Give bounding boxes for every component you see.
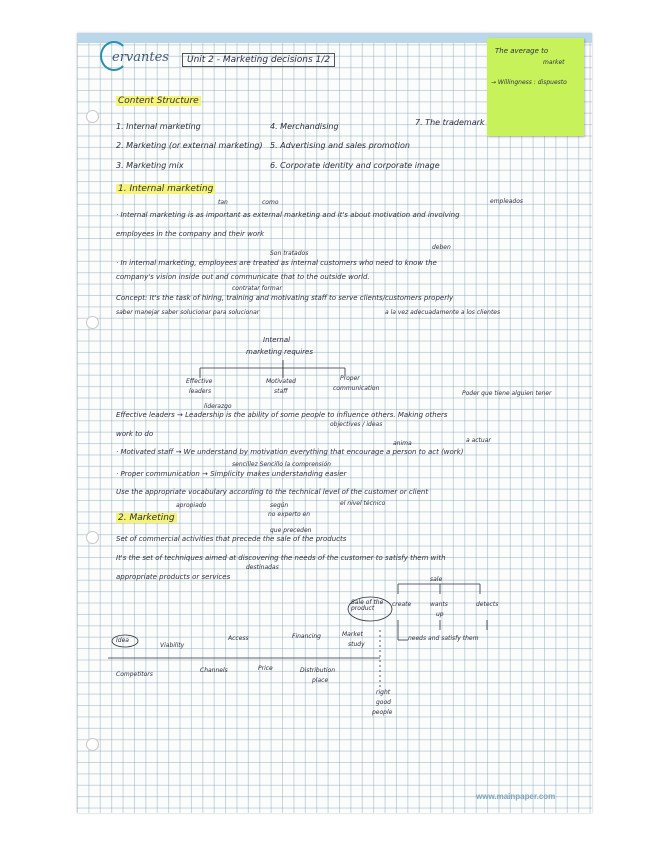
structure-item-3: 3. Marketing mix (116, 161, 184, 170)
effective-leaders-line2: work to do (116, 430, 154, 438)
diagram-sale: sale (430, 576, 443, 583)
annotation-sencillez: sencillez Sencillo la comprensión (232, 461, 331, 468)
diagram-detects: detects (476, 601, 499, 608)
annotation-tan: tan (218, 199, 228, 206)
motivated-staff-line: · Motivated staff → We understand by motivation everything that encourage a person to act (work) (116, 448, 464, 456)
diagram-right: right (376, 689, 391, 696)
structure-item-4: 4. Merchandising (270, 122, 339, 131)
diagram-price: Price (258, 665, 273, 672)
effective-leaders-line1: Effective leaders → Leadership is the ability of some people to influence others. Making others (116, 411, 448, 419)
diagram-child1-line2: leaders (189, 388, 212, 395)
diagram-root-line2: marketing requires (246, 348, 313, 356)
sticky-line-1b: market (543, 59, 565, 66)
annotation-que-preceden: que preceden (270, 527, 312, 534)
annotation-segun: según (270, 502, 289, 509)
diagram-root-line1: Internal (263, 336, 291, 344)
proper-communication-line: · Proper communication → Simplicity makes understanding easier (116, 470, 347, 478)
structure-item-6: 6. Corporate identity and corporate image (270, 161, 440, 170)
annotation-deben: deben (432, 244, 451, 251)
structure-item-5: 5. Advertising and sales promotion (270, 141, 410, 150)
marketing-line1: Set of commercial activities that precede the sale of the products (116, 535, 347, 543)
diagram-viability: Viability (160, 642, 185, 649)
para1-line1: · Internal marketing is as important as external marketing and it's about motivation and involving (116, 211, 460, 219)
annotation-objectives: objectives / ideas (330, 421, 383, 428)
concept-line1: Concept: It's the task of hiring, training and motivating staff to serve clients/customers properly (116, 294, 454, 302)
diagram-needs-text: needs and satisfy them (408, 635, 479, 642)
annotation-destinadas: destinadas (246, 564, 279, 571)
sticky-line-2: → Willingness : dispuesto (491, 79, 567, 86)
diagram-good: good (376, 699, 391, 706)
logo-text: ervantes (112, 50, 169, 65)
annotation-como: como (262, 199, 279, 206)
annotation-contratar: contratar formar (232, 285, 282, 292)
diagram-channels: Channels (200, 667, 228, 674)
annotation-nivel: el nivel técnico (340, 500, 386, 507)
internal-marketing-heading: 1. Internal marketing (118, 184, 214, 194)
marketing-line3: appropriate products or services (116, 573, 231, 581)
diagram-child2-line1: Motivated (266, 378, 296, 385)
annotation-son-tratados: Son tratados (270, 250, 309, 257)
concept-line2: saber manejar saber solucionar para solucionar (116, 309, 260, 316)
diagram-child3-line2: communication (333, 385, 380, 392)
sticky-line-1: The average to (495, 47, 549, 55)
diagram-distribution: Distribution (300, 667, 336, 674)
footer-url: www.mainpaper.com (476, 792, 556, 801)
annotation-poder: Poder que tiene alguien tener (462, 390, 552, 397)
diagram-child2-line2: staff (274, 388, 288, 395)
annotation-no-experto: no experto en (268, 511, 311, 518)
annotation-employees: empleados (490, 198, 523, 205)
marketing-line2: It's the set of techniques aimed at discovering the needs of the customer to satisfy them with (116, 554, 446, 562)
diagram-competitors: Competitors (116, 671, 153, 678)
diagram-access: Access (228, 635, 249, 642)
annotation-apropiado: apropiado (176, 502, 207, 509)
diagram-child1-line1: Effective (186, 378, 213, 385)
annotation-actuar: a actuar (466, 437, 491, 444)
diagram-wants-up: up (436, 611, 444, 618)
structure-item-1: 1. Internal marketing (116, 122, 201, 131)
content-structure-heading: Content Structure (118, 96, 199, 106)
para1-line2: employees in the company and their work (116, 230, 265, 238)
annotation-liderazgo: liderazgo (204, 403, 232, 410)
marketing-heading: 2. Marketing (118, 513, 175, 523)
annotation-anima: anima (393, 440, 412, 447)
diagram-child3-line1: Proper (340, 375, 360, 382)
vocabulary-line: Use the appropriate vocabulary according to the technical level of the customer or client (116, 488, 429, 496)
diagram-people: people (372, 709, 393, 716)
page-title-box: Unit 2 - Marketing decisions 1/2 (182, 53, 335, 67)
concept-right-annotation: a la vez adecuadamente a los clientes (385, 309, 501, 316)
diagram-financing: Financing (292, 633, 321, 640)
diagram-sale-of-products: Sale of the product (351, 599, 384, 612)
diagram-market-study-2: study (348, 641, 365, 648)
diagram-distribution-2: place (312, 677, 329, 684)
para2-line1: · In internal marketing, employees are treated as internal customers who need to know the (116, 259, 437, 267)
structure-item-7: 7. The trademark (415, 118, 485, 127)
diagram-create: create (392, 601, 412, 608)
diagram-wants: wants (430, 601, 448, 608)
diagram-idea: Idea (116, 637, 129, 644)
structure-item-2: 2. Marketing (or external marketing) (116, 141, 263, 150)
diagram-market-study: Market (342, 631, 363, 638)
para2-line2: company's vision inside out and communicate that to the outside world. (116, 273, 370, 281)
